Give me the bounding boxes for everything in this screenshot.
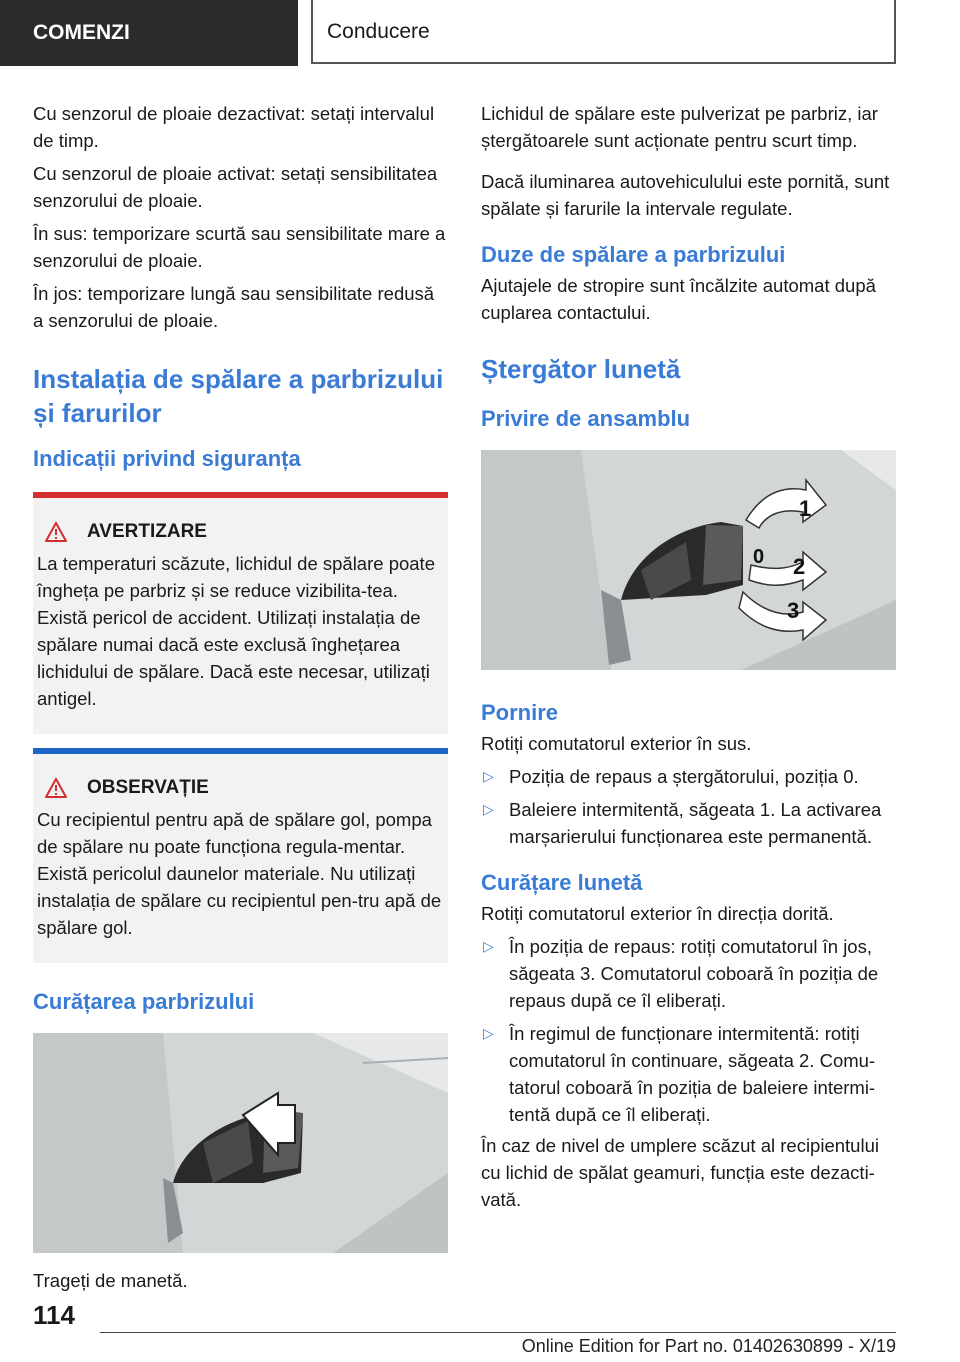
paragraph: Cu senzorul de ploaie dezactivat: setați intervalul de timp. xyxy=(33,103,435,151)
subsection-heading: Curățarea parbrizului xyxy=(33,989,255,1014)
paragraph: În jos: temporizare lungă sau sensibilitate redusă a senzorului de ploaie. xyxy=(33,283,435,331)
notice-box xyxy=(33,748,448,963)
paragraph: Dacă iluminarea autovehiculului este pornită, sunt spălate și farurile la intervale regulate. xyxy=(481,171,890,219)
rear-wiper-illustration xyxy=(481,450,896,670)
paragraph: Rotiți comutatorul exterior în direcția dorită. xyxy=(481,903,834,924)
section-heading: Ștergător lunetă xyxy=(481,354,681,384)
page-number: 114 xyxy=(33,1300,75,1330)
paragraph: Cu senzorul de ploaie activat: setați sensibilitatea senzorului de ploaie. xyxy=(33,163,438,211)
paragraph: Ajutajele de stropire sunt încălzite automat după cuplarea contactului. xyxy=(481,275,876,323)
arrow-label-2: 2 xyxy=(793,554,806,579)
warning-triangle-icon xyxy=(45,778,67,798)
image-caption: Trageți de manetă. xyxy=(33,1270,188,1291)
paragraph: În caz de nivel de umplere scăzut al recipientului cu lichid de spălat geamuri, funcția este dezacti-vată. xyxy=(481,1135,879,1210)
subsection-heading: Indicații privind siguranța xyxy=(33,446,301,471)
notice-text: Cu recipientul pentru apă de spălare gol, pompa de spălare nu poate funcționa regula-mentar. Există pericolul daunelor materiale. Nu utilizați instalația de spălare cu recipientul pen-tru apă de spălare gol. xyxy=(37,809,442,938)
triangle-right-icon: ▷ xyxy=(483,938,494,954)
warning-title: AVERTIZARE xyxy=(33,518,448,546)
section-heading: Instalația de spălare a parbrizului și farurilor xyxy=(33,364,444,428)
list-item: ▷ Baleiere intermitentă, săgeata 1. La activarea marșarierului funcționarea este permanentă. xyxy=(481,796,896,850)
subsection-heading: Curățare lunetă xyxy=(481,870,643,895)
bullet-list xyxy=(481,933,896,1128)
subsection-heading: Privire de ansamblu xyxy=(481,406,691,431)
chapter-title: Conducere xyxy=(311,0,896,64)
triangle-right-icon: ▷ xyxy=(483,768,494,784)
page-header xyxy=(0,0,960,66)
stalk-pull-illustration xyxy=(33,1033,448,1253)
notice-title: OBSERVAȚIE xyxy=(33,774,448,802)
warning-box xyxy=(33,492,448,734)
arrow-label-3: 3 xyxy=(787,598,800,623)
paragraph: În sus: temporizare scurtă sau sensibilitate mare a senzorului de ploaie. xyxy=(33,223,446,271)
arrow-label-1: 1 xyxy=(799,496,812,521)
stalk-pull-image xyxy=(33,1033,448,1253)
section-tab: COMENZI xyxy=(0,0,298,66)
warning-triangle-icon xyxy=(45,522,67,542)
paragraph: Lichidul de spălare este pulverizat pe parbriz, iar ștergătoarele sunt acționate pentru scurt timp. xyxy=(481,103,878,151)
paragraph: Rotiți comutatorul exterior în sus. xyxy=(481,733,752,754)
list-item: ▷ Poziția de repaus a ștergătorului, poziția 0. xyxy=(481,763,896,790)
edition-note: Online Edition for Part no. 01402630899 - X/19 xyxy=(521,1336,896,1356)
triangle-right-icon: ▷ xyxy=(483,801,494,817)
rear-wiper-image xyxy=(481,450,896,670)
right-column xyxy=(481,100,896,1213)
position-label-0: 0 xyxy=(753,546,765,568)
bullet-list xyxy=(481,763,896,850)
footer-divider xyxy=(100,1332,896,1333)
list-item: ▷ În regimul de funcționare intermitentă: rotiți comutatorul în continuare, săgeata 2. Comu-tatorul coboară în poziția de baleiere intermi-tentă după ce îl eliberați. xyxy=(481,1020,896,1128)
subsection-heading: Pornire xyxy=(481,700,559,725)
triangle-right-icon: ▷ xyxy=(483,1025,494,1041)
subsection-heading: Duze de spălare a parbrizului xyxy=(481,242,786,267)
warning-text: La temperaturi scăzute, lichidul de spălare poate îngheța pe parbriz și se reduce vizibilita-tea. Există pericol de accident. Utilizați instalația de spălare numai dacă este exclusă înghețarea lichidului de spălare. Dacă este necesar, utilizați antigel. xyxy=(37,553,435,709)
left-column xyxy=(33,100,448,1294)
list-item: ▷ În poziția de repaus: rotiți comutatorul în jos, săgeata 3. Comutatorul coboară în poziția de repaus după ce îl eliberați. xyxy=(481,933,896,1014)
